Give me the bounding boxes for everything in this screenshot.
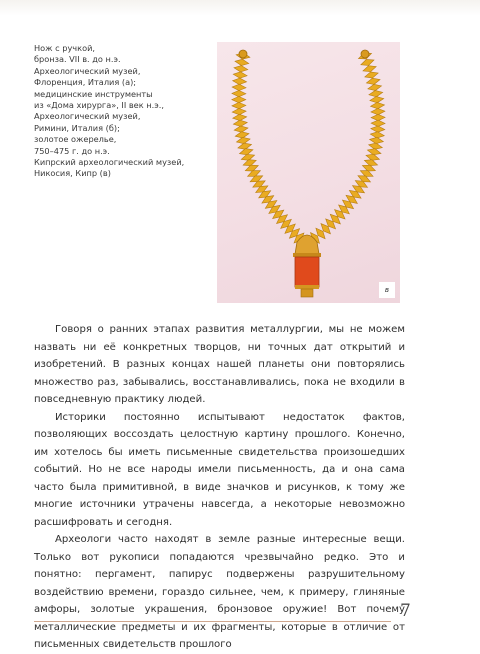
caption-line: медицинские инструменты bbox=[34, 88, 153, 99]
caption-line: Археологический музей, bbox=[34, 111, 141, 122]
caption-line: из «Дома хирурга», II век н.э., bbox=[34, 100, 164, 111]
page-number: 7 bbox=[400, 601, 411, 621]
caption-line: Нож с ручкой, bbox=[34, 43, 96, 53]
photo-letter-label: в bbox=[379, 282, 395, 298]
caption-line: бронза. VII в. до н.э. bbox=[34, 54, 121, 65]
paragraph: Говоря о ранних этапах развития металлургии, мы не можем назвать ни её конкретных творцов, ни точных дат открытий и изобретений. В разных концах нашей планеты они повторялись множество раз, забывались, восстанавливались, пока не входили в повседневную практику людей. bbox=[34, 324, 405, 405]
caption-line: Римини, Италия (б); bbox=[34, 122, 120, 133]
footer-rule bbox=[34, 621, 391, 622]
paragraph: Археологи часто находят в земле разные интересные вещи. Только вот рукописи попадаются чрезвычайно редко. Это и понятно: пергамент, папирус подвержены разрушительному воздействию времени, гораздо сильнее, чем, к примеру, глиняные амфоры, золотые украшения, бронзовое оружие! Вот почему металлические предметы и их фрагменты, которые в отличие от письменных свидетельств прошлого bbox=[34, 534, 405, 650]
caption-line: Археологический музей, bbox=[34, 65, 141, 76]
caption-line: Кипрский археологический музей, bbox=[34, 157, 185, 168]
caption-line: Никосия, Кипр (в) bbox=[34, 168, 111, 179]
gold-necklace-image bbox=[217, 42, 400, 303]
figure-caption bbox=[34, 43, 204, 180]
top-header-strip bbox=[0, 0, 480, 16]
necklace-photo bbox=[217, 42, 400, 303]
main-text bbox=[34, 321, 405, 654]
caption-line: Флоренция, Италия (а); bbox=[34, 77, 137, 88]
paragraph: Историки постоянно испытывают недостаток фактов, позволяющих воссоздать целостную картину прошлого. Конечно, им хотелось бы иметь письменные свидетельства произошедших событий. Но не все народы имели письменность, да и она сама часто была примитивной, в виде значков и рисунков, к тому же многие источники утрачены навсегда, а некоторые невозможно расшифровать и сегодня. bbox=[34, 411, 405, 528]
caption-line: 750–475 г. до н.э. bbox=[34, 145, 110, 156]
caption-line: золотое ожерелье, bbox=[34, 134, 117, 145]
